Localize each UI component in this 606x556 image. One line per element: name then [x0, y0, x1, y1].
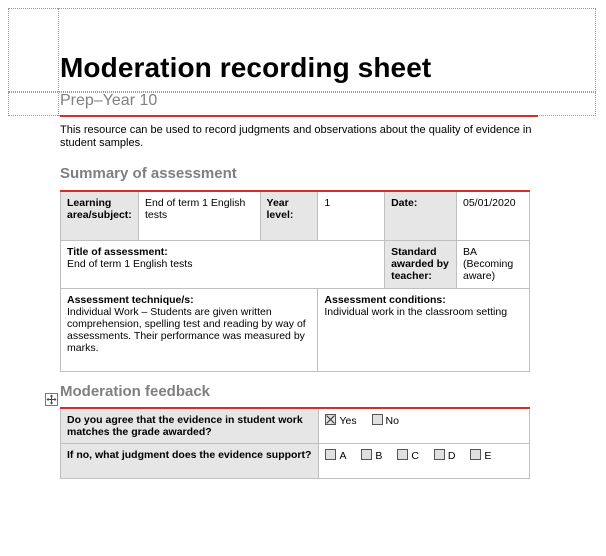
technique-label: Assessment technique/s:: [67, 293, 194, 306]
q2-options: [319, 444, 530, 479]
intro-paragraph: This resource can be used to record judgments and observations about the quality of evidence in student samples.: [60, 124, 532, 149]
checkbox-b[interactable]: [361, 449, 372, 460]
checkbox-no[interactable]: [372, 414, 383, 425]
conditions-cell[interactable]: [318, 288, 530, 371]
option-yes[interactable]: [325, 414, 356, 427]
q2-label: If no, what judgment does the evidence support?: [61, 444, 319, 479]
checkbox-c[interactable]: [397, 449, 408, 460]
option-c[interactable]: [397, 449, 419, 462]
option-no-label: No: [385, 415, 399, 427]
technique-cell[interactable]: [61, 288, 318, 371]
standard-value[interactable]: BA (Becoming aware): [456, 240, 529, 288]
date-label: Date:: [385, 191, 457, 240]
feedback-heading: Moderation feedback: [60, 383, 211, 400]
table-move-handle-icon[interactable]: [45, 393, 58, 406]
feedback-table: [60, 407, 530, 479]
checkbox-yes[interactable]: [325, 414, 336, 425]
option-d-label: D: [447, 450, 456, 462]
option-c-label: C: [411, 450, 419, 462]
standard-label: Standard awarded by teacher:: [385, 240, 457, 288]
assessment-title-cell[interactable]: [61, 240, 385, 288]
option-a[interactable]: [325, 449, 346, 462]
option-e[interactable]: [470, 449, 491, 462]
move-arrows-icon: [46, 394, 57, 405]
option-b[interactable]: [361, 449, 382, 462]
option-a-label: A: [339, 450, 347, 462]
assessment-title-label: Title of assessment:: [67, 245, 168, 258]
option-e-label: E: [484, 450, 492, 462]
option-d[interactable]: [434, 449, 456, 462]
option-no[interactable]: [372, 414, 399, 427]
page-title: Moderation recording sheet: [60, 52, 432, 83]
header-rule: [60, 115, 538, 117]
q1-options: [319, 408, 530, 444]
date-value[interactable]: 05/01/2020: [456, 191, 529, 240]
conditions-label: Assessment conditions:: [324, 293, 446, 306]
checkbox-d[interactable]: [434, 449, 445, 460]
summary-table: [60, 190, 530, 372]
year-level-label: Year level:: [260, 191, 318, 240]
option-b-label: B: [375, 450, 383, 462]
learning-area-label: Learning area/subject:: [61, 191, 139, 240]
checkbox-a[interactable]: [325, 449, 336, 460]
technique-value: Individual Work – Students are given written comprehension, spelling test and reading by way of assessments. Their performance was measured by marks.: [67, 305, 306, 354]
assessment-title-value: End of term 1 English tests: [67, 257, 193, 270]
checkbox-e[interactable]: [470, 449, 481, 460]
q1-label: Do you agree that the evidence in student work matches the grade awarded?: [61, 408, 319, 444]
conditions-value: Individual work in the classroom setting: [324, 305, 508, 318]
margin-guide-line: [58, 8, 59, 116]
page-subtitle: Prep–Year 10: [60, 92, 158, 109]
option-yes-label: Yes: [339, 415, 357, 427]
summary-heading: Summary of assessment: [60, 165, 237, 182]
learning-area-value[interactable]: End of term 1 English tests: [138, 191, 260, 240]
year-level-value[interactable]: 1: [318, 191, 385, 240]
